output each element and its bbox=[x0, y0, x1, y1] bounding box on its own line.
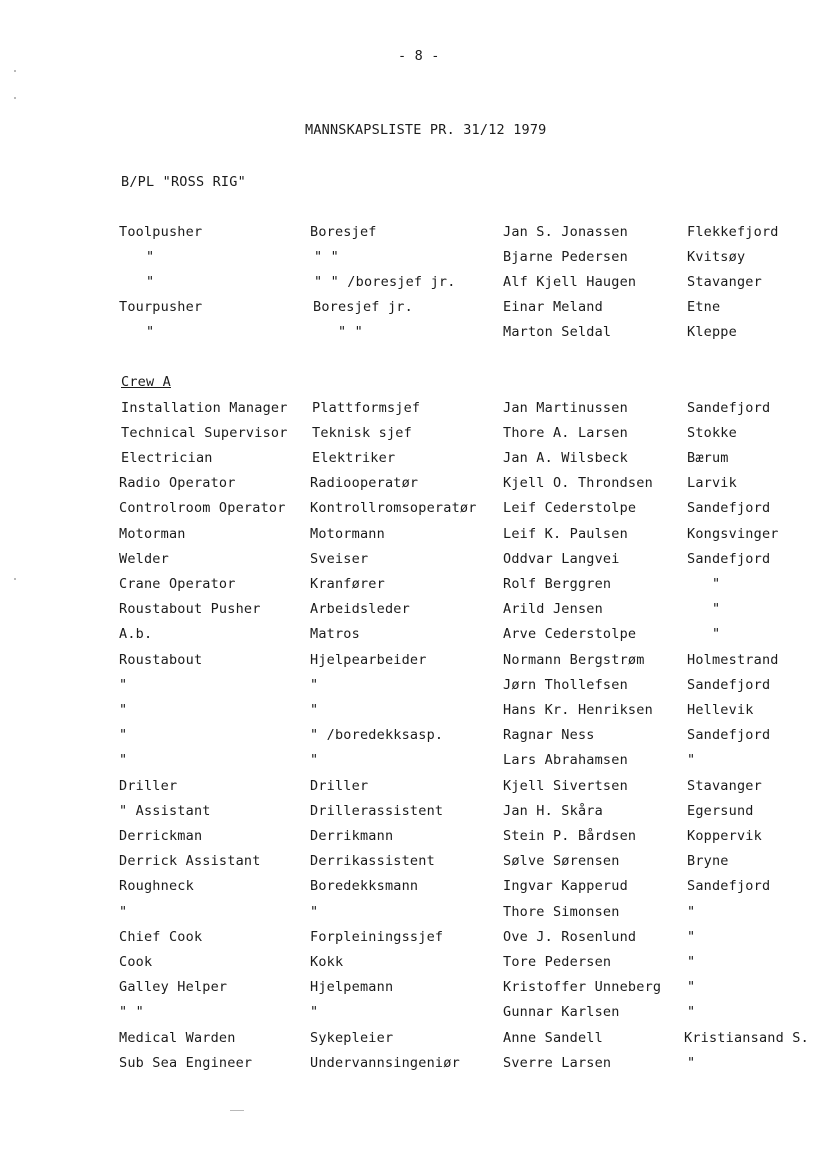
hometown: " bbox=[712, 601, 721, 617]
position-en: Welder bbox=[119, 551, 169, 567]
person-name: Einar Meland bbox=[503, 299, 603, 315]
position-no: " bbox=[310, 1004, 319, 1020]
page-number: - 8 - bbox=[398, 48, 440, 64]
position-en: " bbox=[119, 727, 128, 743]
crew-row bbox=[0, 626, 818, 646]
person-name: Leif Cederstolpe bbox=[503, 500, 637, 516]
person-name: Sverre Larsen bbox=[503, 1055, 612, 1071]
person-name: Alf Kjell Haugen bbox=[503, 274, 637, 290]
hometown: Kongsvinger bbox=[687, 526, 779, 542]
person-name: Ragnar Ness bbox=[503, 727, 595, 743]
person-name: Jan A. Wilsbeck bbox=[503, 450, 628, 466]
person-name: Tore Pedersen bbox=[503, 954, 612, 970]
person-name: Kjell O. Throndsen bbox=[503, 475, 653, 491]
person-name: Thore A. Larsen bbox=[503, 425, 628, 441]
position-en: " " bbox=[119, 1004, 144, 1020]
position-no: " " /boresjef jr. bbox=[314, 274, 456, 290]
hometown: Sandefjord bbox=[687, 727, 771, 743]
person-name: Arve Cederstolpe bbox=[503, 626, 637, 642]
hometown: Hellevik bbox=[687, 702, 754, 718]
position-en: Technical Supervisor bbox=[121, 425, 288, 441]
person-name: Leif K. Paulsen bbox=[503, 526, 628, 542]
person-name: Hans Kr. Henriksen bbox=[503, 702, 653, 718]
person-name: Kjell Sivertsen bbox=[503, 778, 628, 794]
position-en: Derrick Assistant bbox=[119, 853, 261, 869]
person-name: Lars Abrahamsen bbox=[503, 752, 628, 768]
position-en: Electrician bbox=[121, 450, 213, 466]
position-en: " bbox=[119, 677, 128, 693]
crew-row bbox=[0, 450, 818, 470]
hometown: " bbox=[687, 929, 696, 945]
position-en: Chief Cook bbox=[119, 929, 203, 945]
position-en: " bbox=[146, 274, 155, 290]
hometown: Egersund bbox=[687, 803, 754, 819]
hometown: Etne bbox=[687, 299, 721, 315]
crew-row bbox=[0, 1030, 818, 1050]
person-name: Oddvar Langvei bbox=[503, 551, 620, 567]
hometown: Kristiansand S. bbox=[684, 1030, 809, 1046]
crew-row bbox=[0, 803, 818, 823]
crew-row bbox=[0, 904, 818, 924]
position-en: Tourpusher bbox=[119, 299, 203, 315]
hometown: " bbox=[687, 979, 696, 995]
person-name: Marton Seldal bbox=[503, 324, 612, 340]
position-no: " " bbox=[338, 324, 363, 340]
person-name: Arild Jensen bbox=[503, 601, 603, 617]
hometown: Sandefjord bbox=[687, 677, 771, 693]
hometown: " bbox=[687, 752, 696, 768]
position-no: Motormann bbox=[310, 526, 385, 542]
position-no: " /boredekksasp. bbox=[310, 727, 444, 743]
position-no: Derrikmann bbox=[310, 828, 394, 844]
position-en: Sub Sea Engineer bbox=[119, 1055, 253, 1071]
hometown: Sandefjord bbox=[687, 400, 771, 416]
position-no: Sykepleier bbox=[310, 1030, 394, 1046]
position-no: Kranfører bbox=[310, 576, 385, 592]
position-en: Cook bbox=[119, 954, 153, 970]
hometown: " bbox=[687, 1055, 696, 1071]
crew-a-heading: Crew A bbox=[121, 374, 171, 390]
crew-row bbox=[0, 828, 818, 848]
position-no: Kokk bbox=[310, 954, 344, 970]
hometown: Bryne bbox=[687, 853, 729, 869]
position-en: Driller bbox=[119, 778, 178, 794]
person-name: Gunnar Karlsen bbox=[503, 1004, 620, 1020]
hometown: Stavanger bbox=[687, 778, 762, 794]
crew-row bbox=[0, 778, 818, 798]
position-en: " bbox=[119, 752, 128, 768]
person-name: Bjarne Pedersen bbox=[503, 249, 628, 265]
position-en: " bbox=[119, 702, 128, 718]
crew-row bbox=[0, 601, 818, 621]
position-no: " bbox=[310, 752, 319, 768]
position-no: Undervannsingeniør bbox=[310, 1055, 460, 1071]
position-en: Derrickman bbox=[119, 828, 203, 844]
crew-row bbox=[0, 299, 818, 319]
hometown: " bbox=[687, 1004, 696, 1020]
position-no: Boresjef bbox=[310, 224, 377, 240]
hometown: Sandefjord bbox=[687, 878, 771, 894]
crew-row bbox=[0, 425, 818, 445]
hometown: Kvitsøy bbox=[687, 249, 746, 265]
crew-row bbox=[0, 224, 818, 244]
position-en: " bbox=[119, 904, 128, 920]
crew-row bbox=[0, 274, 818, 294]
position-no: Derrikassistent bbox=[310, 853, 435, 869]
position-en: Motorman bbox=[119, 526, 186, 542]
position-no: Teknisk sjef bbox=[312, 425, 412, 441]
position-no: Sveiser bbox=[310, 551, 369, 567]
position-en: Toolpusher bbox=[119, 224, 203, 240]
position-no: Kontrollromsoperatør bbox=[310, 500, 477, 516]
position-no: Radiooperatør bbox=[310, 475, 419, 491]
hometown: Koppervik bbox=[687, 828, 762, 844]
position-en: Roustabout bbox=[119, 652, 203, 668]
position-en: A.b. bbox=[119, 626, 153, 642]
scan-speck bbox=[14, 578, 16, 580]
crew-row bbox=[0, 400, 818, 420]
hometown: Larvik bbox=[687, 475, 737, 491]
hometown: " bbox=[687, 954, 696, 970]
crew-row bbox=[0, 500, 818, 520]
crew-row bbox=[0, 551, 818, 571]
hometown: " bbox=[712, 576, 721, 592]
position-en: Installation Manager bbox=[121, 400, 288, 416]
crew-row bbox=[0, 979, 818, 999]
crew-row bbox=[0, 702, 818, 722]
position-en: " bbox=[146, 324, 155, 340]
person-name: Thore Simonsen bbox=[503, 904, 620, 920]
position-en: Galley Helper bbox=[119, 979, 228, 995]
position-no: Boredekksmann bbox=[310, 878, 419, 894]
person-name: Jan S. Jonassen bbox=[503, 224, 628, 240]
person-name: Sølve Sørensen bbox=[503, 853, 620, 869]
crew-row bbox=[0, 1055, 818, 1075]
scan-speck bbox=[14, 97, 16, 99]
hometown: Stokke bbox=[687, 425, 737, 441]
position-no: Driller bbox=[310, 778, 369, 794]
person-name: Kristoffer Unneberg bbox=[503, 979, 662, 995]
crew-row bbox=[0, 1004, 818, 1024]
person-name: Normann Bergstrøm bbox=[503, 652, 645, 668]
crew-row bbox=[0, 475, 818, 495]
crew-row bbox=[0, 576, 818, 596]
crew-row bbox=[0, 249, 818, 269]
position-no: Boresjef jr. bbox=[313, 299, 413, 315]
position-en: Roughneck bbox=[119, 878, 194, 894]
person-name: Jørn Thollefsen bbox=[503, 677, 628, 693]
position-no: " " bbox=[314, 249, 339, 265]
hometown: Kleppe bbox=[687, 324, 737, 340]
scan-speck bbox=[230, 1110, 244, 1111]
position-en: Crane Operator bbox=[119, 576, 236, 592]
person-name: Anne Sandell bbox=[503, 1030, 603, 1046]
crew-row bbox=[0, 526, 818, 546]
hometown: " bbox=[712, 626, 721, 642]
position-en: Radio Operator bbox=[119, 475, 236, 491]
crew-row bbox=[0, 652, 818, 672]
position-en: Roustabout Pusher bbox=[119, 601, 261, 617]
hometown: Flekkefjord bbox=[687, 224, 779, 240]
crew-row bbox=[0, 752, 818, 772]
position-no: Elektriker bbox=[312, 450, 396, 466]
unit-title: B/PL "ROSS RIG" bbox=[121, 174, 246, 190]
position-no: Plattformsjef bbox=[312, 400, 421, 416]
person-name: Jan H. Skåra bbox=[503, 803, 603, 819]
hometown: Bærum bbox=[687, 450, 729, 466]
position-no: Forpleiningssjef bbox=[310, 929, 444, 945]
person-name: Rolf Berggren bbox=[503, 576, 612, 592]
person-name: Stein P. Bårdsen bbox=[503, 828, 637, 844]
crew-row bbox=[0, 878, 818, 898]
scan-speck bbox=[14, 70, 16, 72]
position-en: " Assistant bbox=[119, 803, 211, 819]
crew-row bbox=[0, 853, 818, 873]
hometown: Holmestrand bbox=[687, 652, 779, 668]
position-no: " bbox=[310, 702, 319, 718]
position-no: Matros bbox=[310, 626, 360, 642]
crew-row bbox=[0, 954, 818, 974]
crew-row bbox=[0, 929, 818, 949]
position-no: Arbeidsleder bbox=[310, 601, 410, 617]
document-title: MANNSKAPSLISTE PR. 31/12 1979 bbox=[305, 122, 547, 138]
person-name: Jan Martinussen bbox=[503, 400, 628, 416]
person-name: Ove J. Rosenlund bbox=[503, 929, 637, 945]
position-no: Hjelpearbeider bbox=[310, 652, 427, 668]
position-no: " bbox=[310, 677, 319, 693]
hometown: " bbox=[687, 904, 696, 920]
position-en: " bbox=[146, 249, 155, 265]
crew-row bbox=[0, 677, 818, 697]
position-no: Drillerassistent bbox=[310, 803, 444, 819]
crew-row bbox=[0, 727, 818, 747]
position-en: Controlroom Operator bbox=[119, 500, 286, 516]
hometown: Sandefjord bbox=[687, 500, 771, 516]
hometown: Stavanger bbox=[687, 274, 762, 290]
position-no: " bbox=[310, 904, 319, 920]
position-no: Hjelpemann bbox=[310, 979, 394, 995]
hometown: Sandefjord bbox=[687, 551, 771, 567]
person-name: Ingvar Kapperud bbox=[503, 878, 628, 894]
crew-row bbox=[0, 324, 818, 344]
position-en: Medical Warden bbox=[119, 1030, 236, 1046]
